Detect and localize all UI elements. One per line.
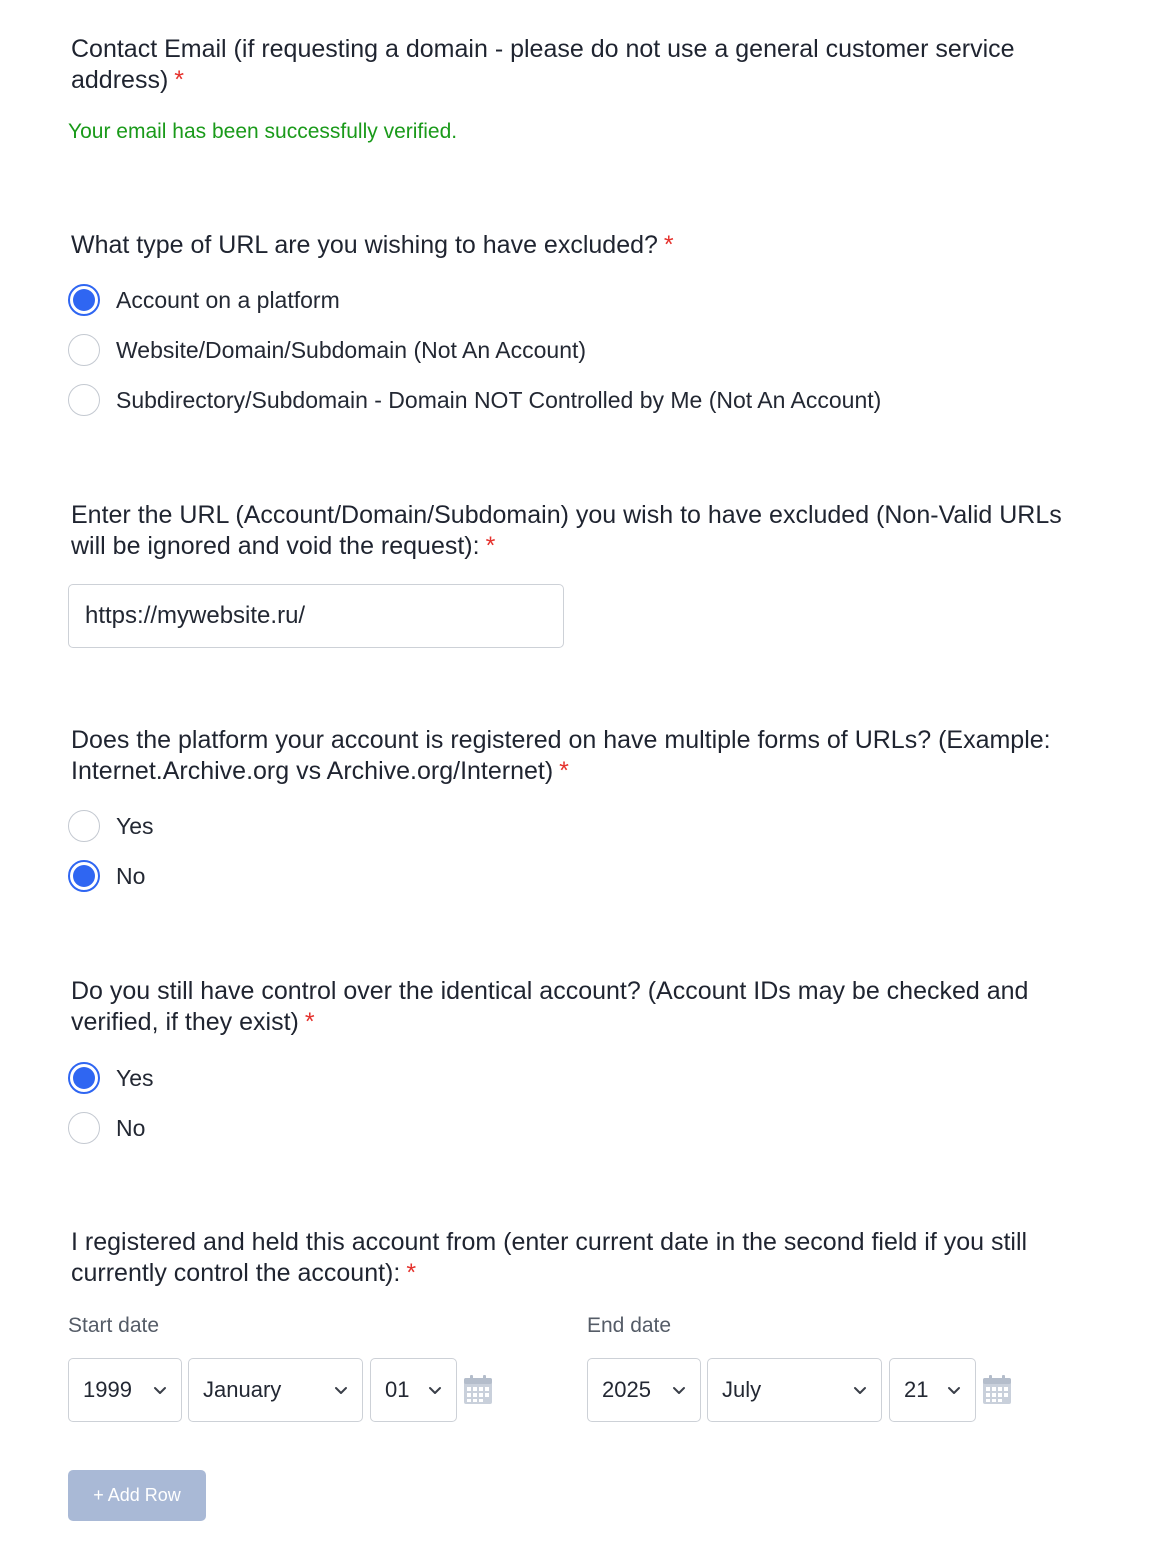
chevron-down-icon (428, 1383, 442, 1397)
start-day-select[interactable] (370, 1358, 457, 1422)
start-month-value: January (203, 1377, 282, 1402)
chevron-down-icon (947, 1383, 961, 1397)
radio-button-selected[interactable] (68, 860, 100, 892)
required-mark: * (663, 231, 674, 259)
contact-email-label (71, 34, 1101, 96)
chevron-down-icon (672, 1383, 686, 1397)
end-month-value: July (722, 1377, 762, 1402)
url-type-option-subdirectory[interactable] (68, 384, 881, 416)
multiple-urls-option-yes[interactable] (68, 810, 154, 842)
held-period-label (71, 1227, 1101, 1289)
url-type-label-text: What type of URL are you wishing to have excluded? (71, 231, 658, 259)
multiple-urls-option-no[interactable] (68, 860, 145, 892)
calendar-icon[interactable] (463, 1375, 493, 1405)
email-verified-message: Your email has been successfully verified. (68, 120, 458, 143)
account-control-label-text: Do you still have control over the identical account? (Account IDs may be checked and verified, if they exist) (71, 977, 1029, 1036)
radio-button[interactable] (68, 384, 100, 416)
radio-label: No (116, 863, 146, 889)
required-mark: * (304, 1008, 315, 1036)
radio-button-selected[interactable] (68, 1062, 100, 1094)
add-row-button[interactable]: + Add Row (68, 1470, 206, 1521)
url-input[interactable] (68, 584, 564, 648)
held-period-label-text: I registered and held this account from (enter current date in the second field if you still currently control the account): (71, 1228, 1028, 1287)
url-type-label (71, 230, 1101, 261)
radio-button-selected[interactable] (68, 284, 100, 316)
account-control-option-yes[interactable] (68, 1062, 154, 1094)
required-mark: * (406, 1259, 417, 1287)
radio-button[interactable] (68, 810, 100, 842)
chevron-down-icon (334, 1383, 348, 1397)
radio-label: Yes (116, 813, 154, 839)
url-type-option-account[interactable] (68, 284, 340, 316)
radio-button[interactable] (68, 1112, 100, 1144)
required-mark: * (174, 66, 184, 94)
radio-label: Yes (116, 1065, 154, 1091)
account-control-option-no[interactable] (68, 1112, 145, 1144)
radio-label: Website/Domain/Subdomain (Not An Account) (116, 337, 587, 363)
required-mark: * (559, 757, 569, 785)
radio-label: Account on a platform (116, 287, 340, 313)
start-month-select[interactable] (188, 1358, 363, 1422)
multiple-urls-label-text: Does the platform your account is registered on have multiple forms of URLs? (Example: Internet.Archive.org vs Archive.org/Internet) (71, 726, 1051, 785)
end-day-select[interactable] (889, 1358, 976, 1422)
start-year-value: 1999 (83, 1377, 132, 1402)
start-date-label: Start date (68, 1314, 160, 1337)
end-day-value: 21 (904, 1377, 929, 1402)
end-date-label: End date (587, 1314, 672, 1337)
required-mark: * (485, 532, 496, 560)
chevron-down-icon (153, 1383, 167, 1397)
end-month-select[interactable] (707, 1358, 882, 1422)
radio-label: No (116, 1115, 146, 1141)
contact-email-label-text: Contact Email (if requesting a domain - please do not use a general customer service address) (71, 35, 1015, 94)
end-year-select[interactable] (587, 1358, 701, 1422)
start-day-value: 01 (385, 1377, 410, 1402)
url-type-option-website[interactable] (68, 334, 586, 366)
end-year-value: 2025 (602, 1377, 651, 1402)
url-entry-label (71, 500, 1101, 562)
radio-button[interactable] (68, 334, 100, 366)
calendar-icon[interactable] (982, 1375, 1012, 1405)
url-entry-label-text: Enter the URL (Account/Domain/Subdomain) you wish to have excluded (Non-Valid URLs will be ignored and void the request): (71, 501, 1062, 560)
radio-label: Subdirectory/Subdomain - Domain NOT Controlled by Me (Not An Account) (116, 387, 882, 413)
account-control-label (71, 976, 1101, 1038)
chevron-down-icon (853, 1383, 867, 1397)
multiple-urls-label (71, 725, 1101, 787)
start-year-select[interactable] (68, 1358, 182, 1422)
